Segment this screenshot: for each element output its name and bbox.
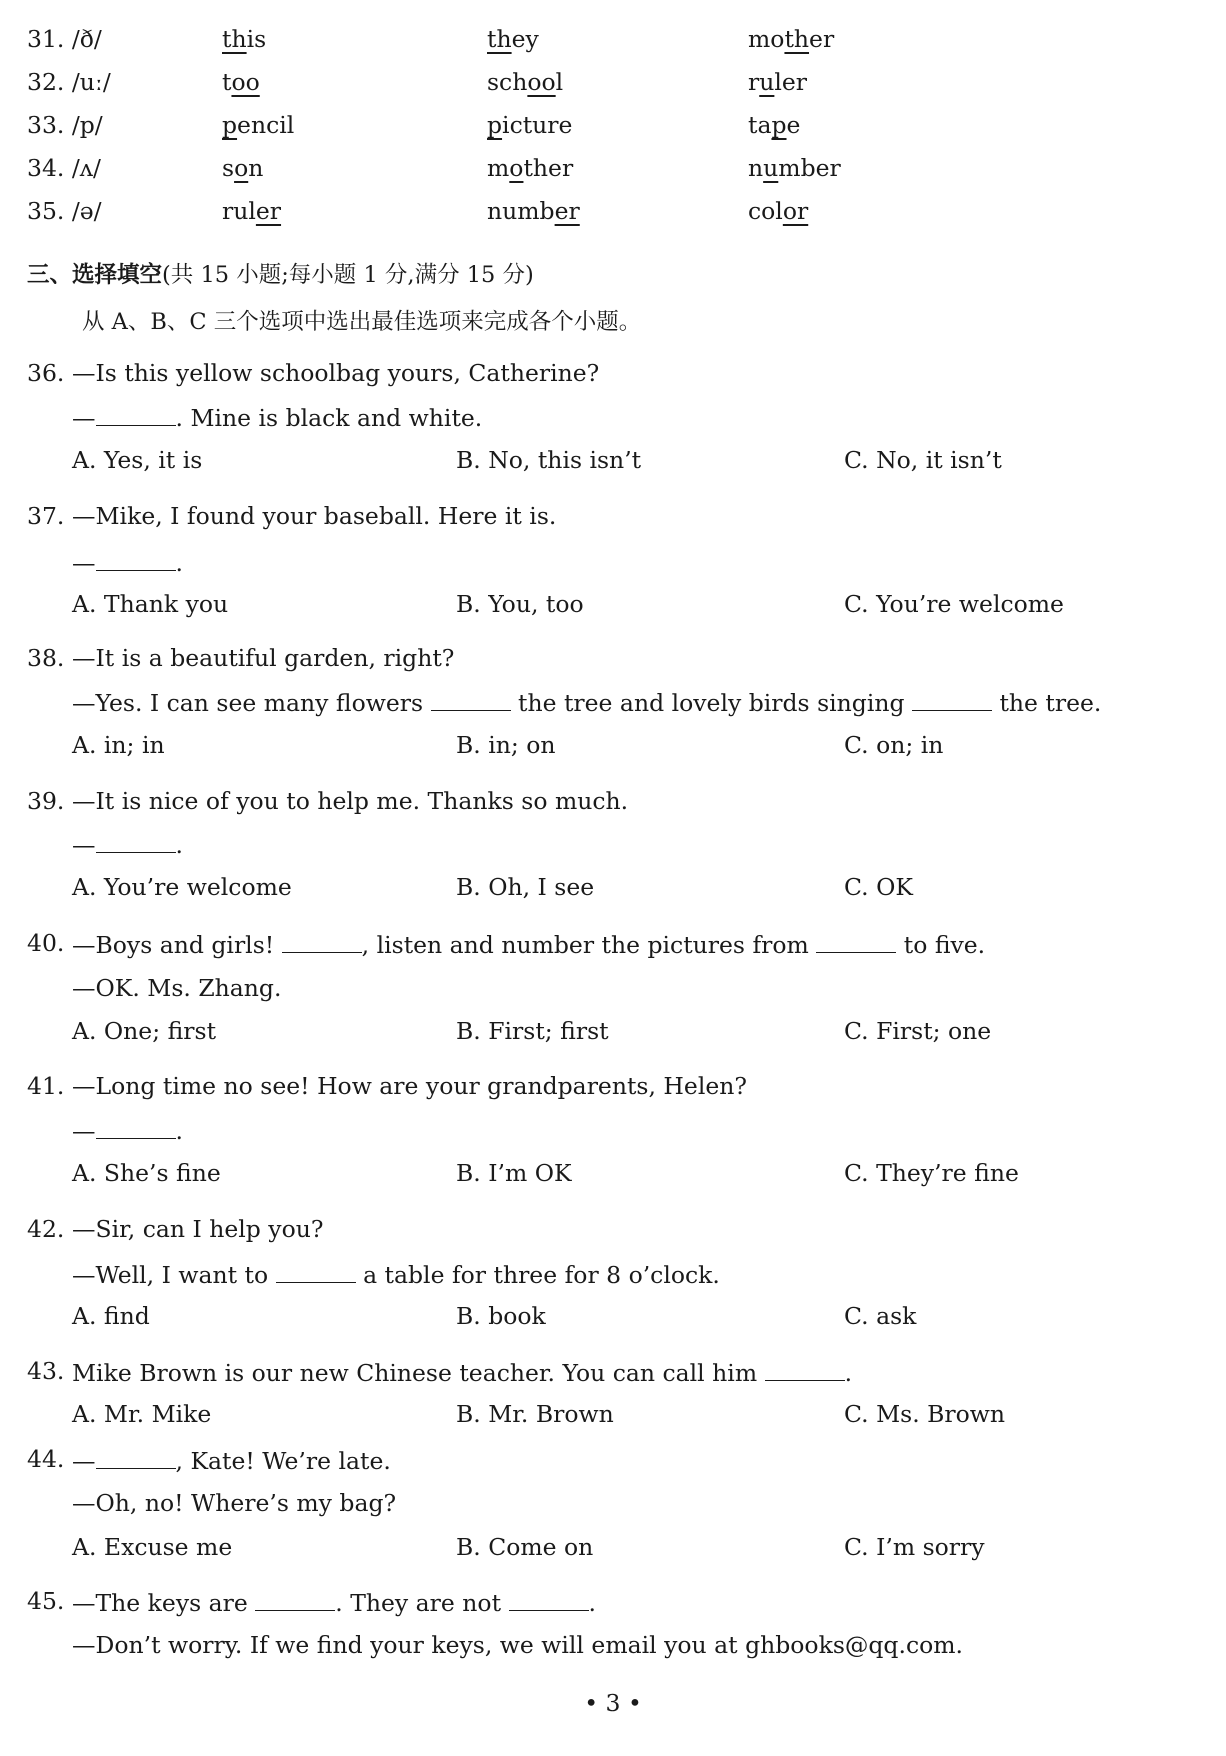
question-number: 41. bbox=[27, 1072, 65, 1100]
question-number: 42. bbox=[27, 1215, 65, 1243]
answer-blank bbox=[96, 550, 176, 571]
option-b: B. You, too bbox=[456, 590, 584, 618]
phonetic-number: 31. /ð/ bbox=[27, 25, 102, 53]
option-b: B. Oh, I see bbox=[456, 873, 595, 901]
option-b: B. No, this isn’t bbox=[456, 446, 642, 474]
option-c: C. I’m sorry bbox=[844, 1533, 985, 1561]
underlined-sound: er bbox=[255, 197, 282, 225]
underlined-sound: p bbox=[222, 111, 238, 139]
answer-blank bbox=[276, 1262, 356, 1283]
option-c: C. You’re welcome bbox=[844, 590, 1064, 618]
answer-blank bbox=[431, 690, 511, 711]
question-text: — , Kate! We’re late. bbox=[72, 1447, 391, 1475]
question-text: Mike Brown is our new Chinese teacher. You can call him . bbox=[72, 1359, 853, 1387]
phonetic-word: this bbox=[222, 25, 267, 53]
answer-blank bbox=[282, 932, 362, 953]
response-line: — . Mine is black and white. bbox=[72, 404, 483, 432]
question-text: —It is nice of you to help me. Thanks so much. bbox=[72, 787, 629, 815]
option-b: B. in; on bbox=[456, 731, 556, 759]
answer-blank bbox=[96, 1448, 176, 1469]
question-number: 45. bbox=[27, 1587, 65, 1615]
option-a: A. One; first bbox=[72, 1017, 217, 1045]
phonetic-word: school bbox=[487, 68, 564, 96]
option-c: C. First; one bbox=[844, 1017, 992, 1045]
question-text: —It is a beautiful garden, right? bbox=[72, 644, 455, 672]
phonetic-word: picture bbox=[487, 111, 573, 139]
question-number: 43. bbox=[27, 1357, 65, 1385]
phonetic-word: color bbox=[748, 197, 809, 225]
underlined-sound: th bbox=[487, 25, 512, 53]
option-c: C. ask bbox=[844, 1302, 917, 1330]
response-line: —OK. Ms. Zhang. bbox=[72, 974, 282, 1002]
option-a: A. Mr. Mike bbox=[72, 1400, 212, 1428]
option-a: A. Thank you bbox=[72, 590, 229, 618]
underlined-sound: o bbox=[234, 154, 249, 182]
answer-blank bbox=[96, 1118, 176, 1139]
question-number: 37. bbox=[27, 502, 65, 530]
phonetic-word: number bbox=[487, 197, 580, 225]
phonetic-word: ruler bbox=[222, 197, 282, 225]
underlined-sound: p bbox=[487, 111, 503, 139]
answer-blank bbox=[816, 932, 896, 953]
option-b: B. Mr. Brown bbox=[456, 1400, 614, 1428]
phonetic-word: number bbox=[748, 154, 841, 182]
underlined-sound: oo bbox=[231, 68, 260, 96]
underlined-sound: er bbox=[554, 197, 580, 225]
section-title: 三、选择填空(共 15 小题;每小题 1 分,满分 15 分) bbox=[27, 262, 534, 288]
underlined-sound: or bbox=[782, 197, 809, 225]
question-text: —Long time no see! How are your grandparents, Helen? bbox=[72, 1072, 747, 1100]
question-text: —Sir, can I help you? bbox=[72, 1215, 324, 1243]
phonetic-word: tape bbox=[748, 111, 801, 139]
response-line: —Yes. I can see many flowers the tree and lovely birds singing the tree. bbox=[72, 689, 1102, 717]
page-number: • 3 • bbox=[584, 1689, 642, 1717]
question-text: —Is this yellow schoolbag yours, Catherine? bbox=[72, 359, 600, 387]
underlined-sound: u bbox=[759, 68, 775, 96]
option-b: B. I’m OK bbox=[456, 1159, 572, 1187]
phonetic-word: they bbox=[487, 25, 539, 53]
question-number: 44. bbox=[27, 1445, 65, 1473]
answer-blank bbox=[255, 1590, 335, 1611]
answer-blank bbox=[912, 690, 992, 711]
option-b: B. book bbox=[456, 1302, 546, 1330]
option-c: C. OK bbox=[844, 873, 913, 901]
response-line: — . bbox=[72, 1117, 183, 1145]
section-instruction: 从 A、B、C 三个选项中选出最佳选项来完成各个小题。 bbox=[82, 309, 642, 335]
option-a: A. find bbox=[72, 1302, 150, 1330]
option-a: A. Excuse me bbox=[72, 1533, 233, 1561]
option-c: C. They’re fine bbox=[844, 1159, 1019, 1187]
phonetic-word: mother bbox=[748, 25, 835, 53]
option-b: B. Come on bbox=[456, 1533, 594, 1561]
answer-blank bbox=[765, 1360, 845, 1381]
option-a: A. She’s fine bbox=[72, 1159, 221, 1187]
question-text: —The keys are . They are not . bbox=[72, 1589, 596, 1617]
question-number: 40. bbox=[27, 929, 65, 957]
phonetic-word: too bbox=[222, 68, 260, 96]
phonetic-word: son bbox=[222, 154, 264, 182]
option-a: A. Yes, it is bbox=[72, 446, 203, 474]
underlined-sound: th bbox=[222, 25, 247, 53]
phonetic-word: ruler bbox=[748, 68, 808, 96]
phonetic-number: 33. /p/ bbox=[27, 111, 103, 139]
underlined-sound: o bbox=[509, 154, 524, 182]
answer-blank bbox=[96, 832, 176, 853]
response-line: —Well, I want to a table for three for 8 o’clock. bbox=[72, 1261, 720, 1289]
phonetic-word: pencil bbox=[222, 111, 295, 139]
answer-blank bbox=[96, 405, 176, 426]
option-c: C. No, it isn’t bbox=[844, 446, 1002, 474]
question-text: —Mike, I found your baseball. Here it is. bbox=[72, 502, 557, 530]
underlined-sound: p bbox=[771, 111, 787, 139]
phonetic-number: 32. /uː/ bbox=[27, 68, 111, 96]
phonetic-number: 34. /ʌ/ bbox=[27, 154, 101, 182]
response-line: — . bbox=[72, 831, 183, 859]
underlined-sound: th bbox=[784, 25, 810, 53]
phonetic-word: mother bbox=[487, 154, 574, 182]
phonetic-number: 35. /ə/ bbox=[27, 197, 102, 225]
question-number: 39. bbox=[27, 787, 65, 815]
option-c: C. on; in bbox=[844, 731, 944, 759]
underlined-sound: oo bbox=[527, 68, 556, 96]
option-a: A. in; in bbox=[72, 731, 165, 759]
response-line: —Don’t worry. If we find your keys, we will email you at ghbooks@qq.com. bbox=[72, 1631, 964, 1659]
question-text: —Boys and girls! , listen and number the pictures from to five. bbox=[72, 931, 986, 959]
underlined-sound: u bbox=[763, 154, 779, 182]
option-b: B. First; first bbox=[456, 1017, 609, 1045]
question-number: 38. bbox=[27, 644, 65, 672]
answer-blank bbox=[509, 1590, 589, 1611]
response-line: — . bbox=[72, 549, 183, 577]
option-a: A. You’re welcome bbox=[72, 873, 292, 901]
response-line: —Oh, no! Where’s my bag? bbox=[72, 1489, 397, 1517]
option-c: C. Ms. Brown bbox=[844, 1400, 1006, 1428]
question-number: 36. bbox=[27, 359, 65, 387]
